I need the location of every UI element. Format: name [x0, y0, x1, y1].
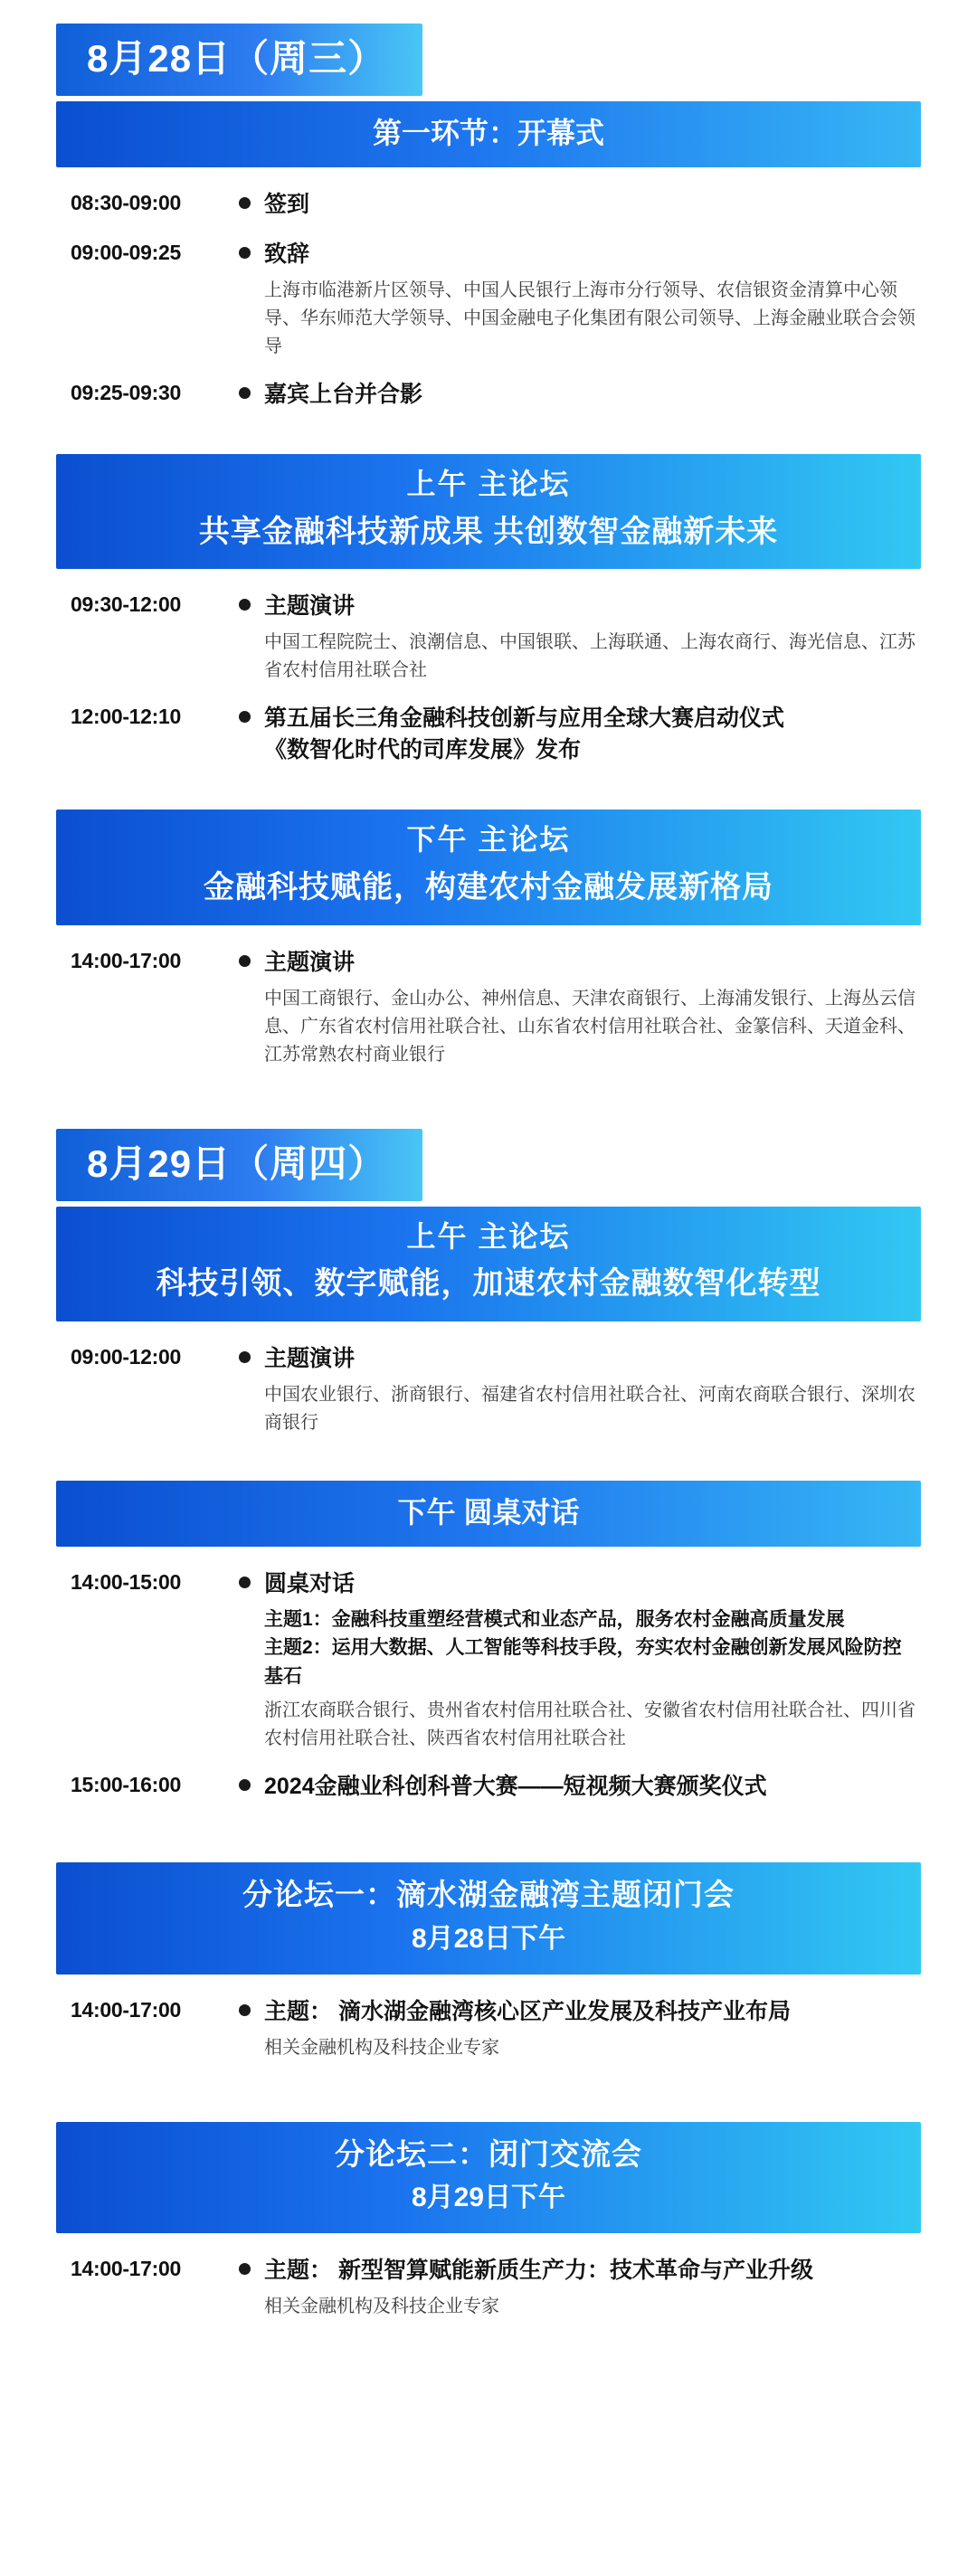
row-time: 09:25-09:30 — [71, 381, 182, 405]
bullet-dot-icon — [239, 599, 251, 611]
row-title: 主题： 新型智算赋能新质生产力：技术革命与产业升级 — [264, 2257, 813, 2283]
row-time: 14:00-17:00 — [71, 948, 182, 972]
bullet-dot-icon — [239, 1577, 251, 1588]
forum-title-line1: 分论坛一：滴水湖金融湾主题闭门会 — [242, 1878, 735, 1912]
row-subtitle: 相关金融机构及科技企业专家 — [264, 2296, 499, 2316]
row-subtitle: 中国工程院院士、浪潮信息、中国银联、上海联通、上海农商行、海光信息、江苏省农村信用社联合社 — [264, 632, 915, 681]
row-bullet — [224, 1771, 264, 1791]
schedule-row — [56, 180, 921, 230]
row-title: 圆桌对话 — [264, 1570, 356, 1596]
row-content — [264, 1771, 921, 1803]
row-bullet — [224, 239, 264, 259]
row-content — [264, 591, 921, 685]
row-title: 主题演讲 — [264, 949, 356, 975]
section-title-bar — [56, 1207, 921, 1321]
schedule-row — [56, 370, 921, 420]
row-bullet — [224, 2255, 264, 2275]
spacer — [56, 2075, 921, 2122]
row-bullet — [224, 1996, 264, 2016]
spacer — [56, 1450, 921, 1481]
row-title: 致辞 — [264, 242, 310, 268]
schedule-row — [56, 694, 921, 775]
bullet-dot-icon — [239, 2004, 251, 2016]
schedule-list — [56, 1547, 921, 1816]
spacer — [56, 779, 921, 810]
row-title: 2024金融业科创科普大赛——短视频大赛颁奖仪式 — [264, 1774, 767, 1800]
row-subtitle: 中国农业银行、浙商银行、福建省农村信用社联合社、河南农商联合银行、深圳农商银行 — [264, 1384, 915, 1433]
section-title-line2: 共享金融科技新成果 共创数智金融新未来 — [198, 514, 779, 549]
bullet-dot-icon — [239, 387, 251, 399]
schedule-list — [56, 925, 921, 1082]
schedule-row — [56, 1987, 921, 2071]
bullet-dot-icon — [239, 197, 251, 209]
section-title-bar: 第一环节：开幕式 — [56, 101, 921, 167]
row-title: 主题： 滴水湖金融湾核心区产业发展及科技产业布局 — [264, 1998, 791, 2024]
schedule-row — [56, 582, 921, 694]
section-title-bar: 下午 圆桌对话 — [56, 1481, 921, 1547]
spacer — [56, 423, 921, 454]
row-content — [264, 2255, 921, 2321]
row-time: 08:30-09:00 — [71, 191, 182, 215]
schedule-row — [56, 938, 921, 1078]
forum-title-bar — [56, 2122, 921, 2233]
bullet-dot-icon — [239, 955, 251, 967]
row-time: 14:00-15:00 — [71, 1569, 182, 1594]
row-bullet — [224, 1568, 264, 1588]
row-content — [264, 1568, 921, 1754]
section-title-line1: 上午 主论坛 — [406, 468, 571, 501]
row-content — [264, 1343, 921, 1437]
forum-title-bar — [56, 1862, 921, 1974]
bullet-dot-icon — [239, 711, 251, 723]
spacer — [56, 2334, 921, 2381]
bullet-dot-icon — [239, 2263, 251, 2275]
row-time: 14:00-17:00 — [71, 1997, 182, 2022]
row-bullet — [224, 1343, 264, 1363]
section-title-line1: 下午 主论坛 — [406, 823, 571, 857]
schedule-row — [56, 2246, 921, 2330]
section-title-bar — [56, 810, 921, 924]
day-header: 8月29日（周四） — [56, 1129, 422, 1201]
schedule-list — [56, 1975, 921, 2075]
bullet-dot-icon — [239, 1351, 251, 1363]
row-title: 签到 — [264, 192, 310, 218]
forum-title-line2: 8月28日下午 — [411, 1924, 566, 1955]
row-bold-subtitle: 主题1：金融科技重塑经营模式和业态产品，服务农村金融高质量发展 主题2：运用大数据、人工智能等科技手段，夯实农村金融创新发展风险防控基石 — [264, 1608, 902, 1687]
row-subtitle: 相关金融机构及科技企业专家 — [264, 2037, 499, 2058]
row-time: 14:00-17:00 — [71, 2256, 182, 2280]
row-bullet — [224, 947, 264, 967]
row-bullet — [224, 591, 264, 611]
schedule-row — [56, 1334, 921, 1446]
row-content — [264, 379, 921, 411]
row-bullet — [224, 189, 264, 209]
schedule-row — [56, 1559, 921, 1763]
row-subtitle: 上海市临港新片区领导、中国人民银行上海市分行领导、农信银资金清算中心领导、华东师范大学领导、中国金融电子化集团有限公司领导、上海金融业联合会领导 — [264, 280, 915, 357]
schedule-row — [56, 1762, 921, 1812]
row-time: 09:00-12:00 — [71, 1344, 182, 1368]
row-title: 主题演讲 — [264, 1345, 356, 1371]
row-bullet — [224, 703, 264, 723]
schedule-list — [56, 1321, 921, 1450]
row-bullet — [224, 379, 264, 399]
forum-title-line1: 分论坛二：闭门交流会 — [335, 2136, 642, 2171]
section-title-line1: 上午 主论坛 — [406, 1219, 571, 1253]
schedule-row — [56, 230, 921, 370]
schedule-list — [56, 2233, 921, 2334]
row-content — [264, 703, 921, 766]
row-content — [264, 947, 921, 1069]
section-title-bar — [56, 454, 921, 569]
spacer — [56, 1815, 921, 1862]
row-time: 09:30-12:00 — [71, 592, 182, 617]
schedule-list — [56, 569, 921, 779]
bullet-dot-icon — [239, 1779, 251, 1791]
row-time: 12:00-12:10 — [71, 705, 182, 729]
day-header: 8月28日（周三） — [56, 24, 422, 96]
row-content — [264, 239, 921, 361]
spacer — [56, 1082, 921, 1129]
bullet-dot-icon — [239, 247, 251, 259]
row-time: 09:00-09:25 — [71, 241, 182, 265]
row-subtitle: 中国工商银行、金山办公、神州信息、天津农商银行、上海浦发银行、上海丛云信息、广东省农村信用社联合社、山东省农村信用社联合社、金篆信科、天道金科、江苏常熟农村商业银行 — [264, 988, 915, 1065]
row-content — [264, 1996, 921, 2062]
row-title: 主题演讲 — [264, 593, 356, 620]
section-title-line2: 金融科技赋能，构建农村金融发展新格局 — [204, 869, 773, 904]
row-content — [264, 189, 921, 221]
section-title-line2: 科技引领、数字赋能，加速农村金融数智化转型 — [156, 1265, 821, 1301]
forum-title-line2: 8月29日下午 — [411, 2183, 566, 2213]
row-title: 第五届长三角金融科技创新与应用全球大赛启动仪式 《数智化时代的司库发展》发布 — [264, 706, 785, 763]
row-time: 15:00-16:00 — [71, 1773, 182, 1797]
row-subtitle: 浙江农商联合银行、贵州省农村信用社联合社、安徽省农村信用社联合社、四川省农村信用社联合社、陕西省农村信用社联合社 — [264, 1700, 915, 1749]
schedule-list — [56, 167, 921, 423]
row-title: 嘉宾上台并合影 — [264, 382, 423, 408]
